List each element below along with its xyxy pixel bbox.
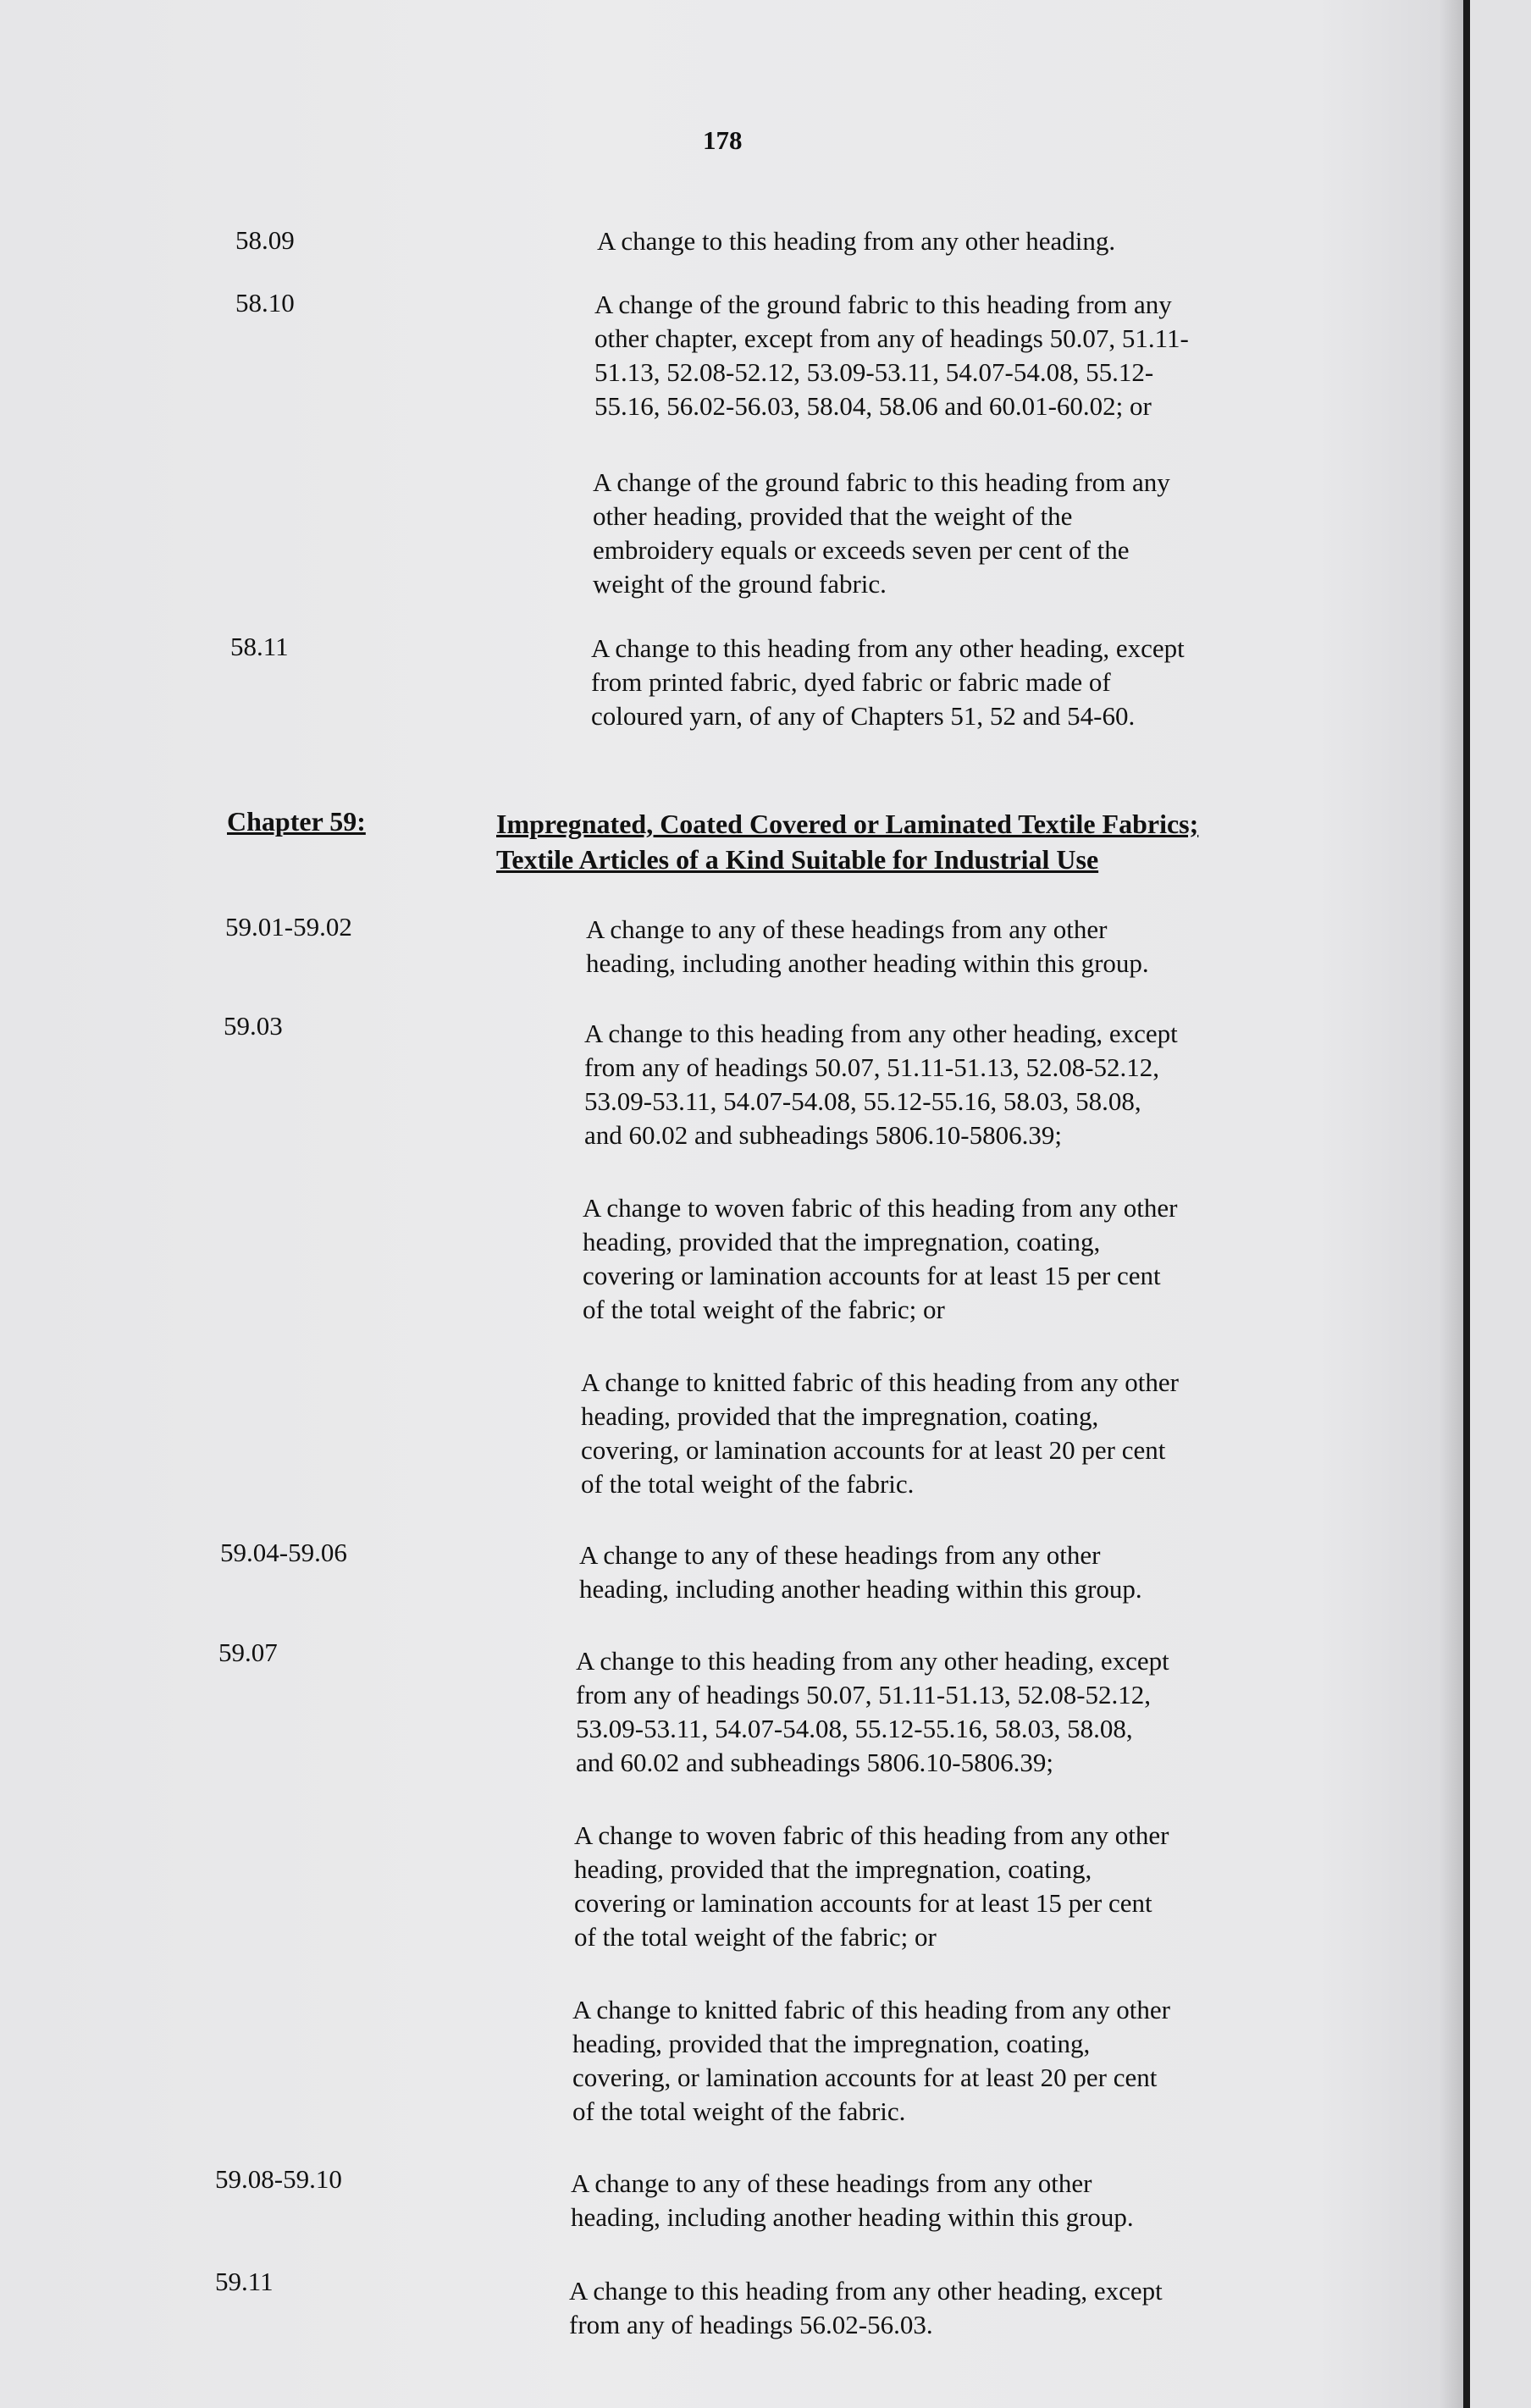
heading-code-59-01-59-02: 59.01-59.02 [225, 912, 352, 942]
heading-code-58-09: 58.09 [235, 225, 295, 255]
rule-59-11-1: A change to this heading from any other heading, except from any of headings 56.02-56.03. [569, 2276, 1163, 2339]
rule-59-04-59-06-1: A change to any of these headings from any other heading, including another heading within this group. [579, 1540, 1142, 1604]
rule-59-07-1: A change to this heading from any other heading, except from any of headings 50.07, 51.11-51.13, 52.08-52.12, 53.09-53.11, 54.07-54.08, 55.12-55.16, 58.03, 58.08, and 60.02 and subheadings 5806.10-5806.39; [576, 1646, 1169, 1777]
heading-code-59-11: 59.11 [215, 2267, 274, 2296]
rule-58-11-1: A change to this heading from any other heading, except from printed fabric, dyed fabric or fabric made of coloured yarn, of any of Chapters 51, 52 and 54-60. [591, 633, 1185, 731]
rule-59-01-59-02-1: A change to any of these headings from any other heading, including another heading within this group. [586, 914, 1149, 978]
heading-code-59-04-59-06: 59.04-59.06 [220, 1538, 347, 1567]
chapter-label: Chapter 59: [227, 806, 366, 837]
page-gutter-shadow [1440, 0, 1465, 2408]
rule-59-03-1: A change to this heading from any other heading, except from any of headings 50.07, 51.11-51.13, 52.08-52.12, 53.09-53.11, 54.07-54.08, 55.12-55.16, 58.03, 58.08, and 60.02 and subheadings 5806.10-5806.39; [584, 1019, 1178, 1150]
heading-code-58-11: 58.11 [230, 632, 289, 661]
heading-code-59-08-59-10: 59.08-59.10 [215, 2164, 342, 2194]
rule-59-03-2: A change to woven fabric of this heading from any other heading, provided that the impregnation, coating, covering or lamination accounts for at least 15 per cent of the total weight of the fabric; or [583, 1193, 1178, 1324]
heading-code-59-03: 59.03 [224, 1011, 283, 1041]
rule-58-10-2: A change of the ground fabric to this heading from any other heading, provided that the weight of the embroidery equals or exceeds seven per cent of the weight of the ground fabric. [593, 467, 1170, 599]
rule-59-07-2: A change to woven fabric of this heading from any other heading, provided that the impregnation, coating, covering or lamination accounts for at least 15 per cent of the total weight of the fabric; or [574, 1820, 1169, 1952]
rule-59-08-59-10-1: A change to any of these headings from any other heading, including another heading within this group. [571, 2168, 1134, 2232]
heading-code-59-07: 59.07 [218, 1638, 278, 1667]
facing-page-edge [1470, 0, 1531, 2408]
heading-code-58-10: 58.10 [235, 288, 295, 318]
book-spine-gap [1463, 0, 1470, 2408]
rule-58-10-1: A change of the ground fabric to this heading from any other chapter, except from any of headings 50.07, 51.11- 51.13, 52.08-52.12, 53.09-53.11, 54.07-54.08, 55.12- 55.16, 56.02-56.03, 58.04, 58.06 and 60.01-60.02; or [594, 290, 1189, 421]
rule-59-03-3: A change to knitted fabric of this heading from any other heading, provided that the impregnation, coating, covering, or lamination accounts for at least 20 per cent of the total weight of the fabric. [581, 1367, 1179, 1499]
page-number: 178 [703, 125, 743, 155]
rule-59-07-3: A change to knitted fabric of this heading from any other heading, provided that the impregnation, coating, covering, or lamination accounts for at least 20 per cent of the total weight of the fabric. [572, 1995, 1170, 2126]
rule-58-09-1: A change to this heading from any other heading. [597, 226, 1116, 256]
chapter-title: Impregnated, Coated Covered or Laminated Textile Fabrics; Textile Articles of a Kind Suitable for Industrial Use [496, 809, 1199, 875]
